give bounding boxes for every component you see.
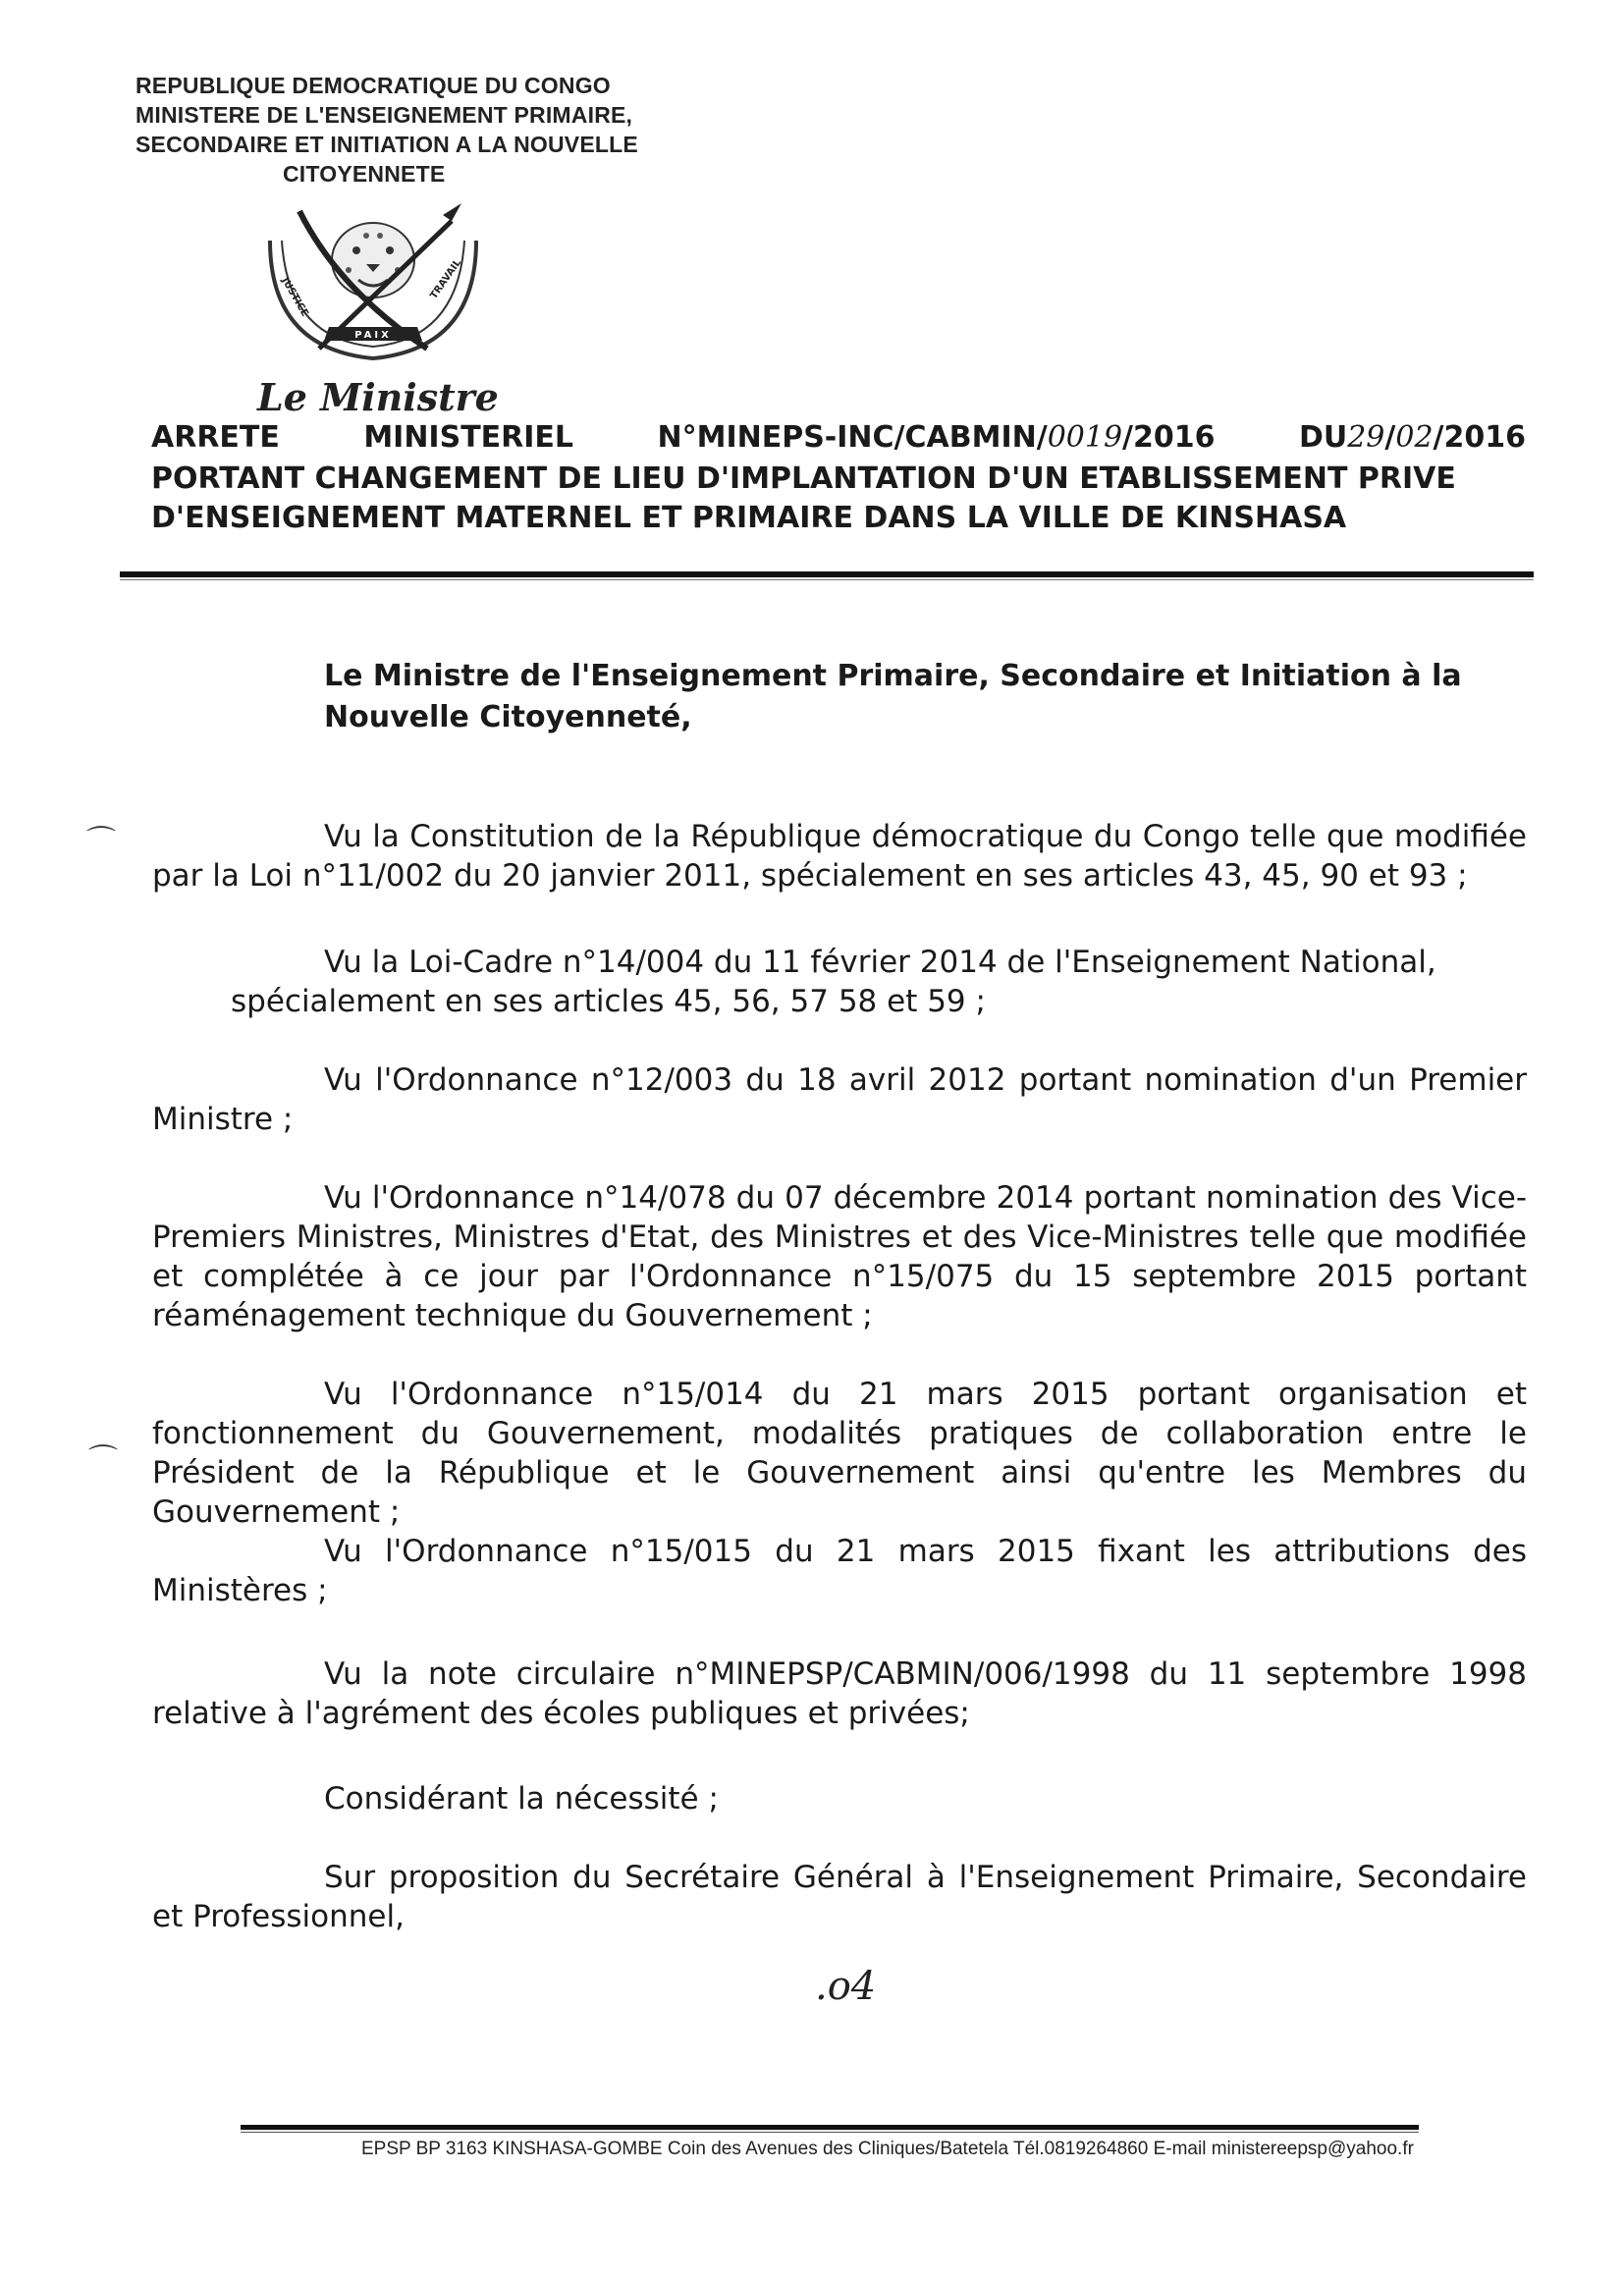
recital-loi-cadre: Vu la Loi-Cadre n°14/004 du 11 février 2014 de l'Enseignement National,	[324, 945, 1436, 980]
letterhead-ministry-2: SECONDAIRE ET INITIATION A LA NOUVELLE	[135, 132, 638, 157]
decree-date: DU29/02/2016	[1298, 420, 1526, 455]
letterhead-country: REPUBLIQUE DEMOCRATIQUE DU CONGO	[135, 73, 611, 98]
recital-considerant: Considérant la nécessité ;	[324, 1781, 719, 1817]
motto-center-text: PAIX	[354, 330, 392, 341]
recital-ordonnance-15-015: Vu l'Ordonnance n°15/015 du 21 mars 2015 fixant les attributions des Ministères ;	[152, 1534, 1527, 1608]
footer-address: EPSP BP 3163 KINSHASA-GOMBE Coin des Avenues des Cliniques/Batetela Tél.0819264860 E-mail ministereepsp@yahoo.fr	[361, 2139, 1414, 2159]
leopard-head-icon	[332, 223, 414, 298]
title-word-ministeriel: MINISTERIEL	[363, 420, 574, 455]
letterhead	[135, 71, 744, 189]
title-divider	[120, 571, 1534, 577]
recital-constitution: Vu la Constitution de la République démocratique du Congo telle que modifiée par la Loi n°11/002 du 20 janvier 2011, spécialement en ses articles 43, 45, 90 et 93 ;	[152, 819, 1527, 894]
decree-title-line-2: PORTANT CHANGEMENT DE LIEU D'IMPLANTATION D'UN ETABLISSEMENT PRIVE	[151, 461, 1456, 496]
recital-note-circulaire: Vu la note circulaire n°MINEPSP/CABMIN/006/1998 du 11 septembre 1998 relative à l'agrément des écoles publiques et privées;	[152, 1656, 1527, 1731]
decree-number: N°MINEPS-INC/CABMIN/0019/2016	[657, 420, 1216, 455]
recital-ordonnance-14-078: Vu l'Ordonnance n°14/078 du 07 décembre 2014 portant nomination des Vice-Premiers Ministres, Ministres d'Etat, des Ministres et des Vice-Ministres telle que modifiée et complétée à ce jour par l'Ordonnance n°15/075 du 15 septembre 2015 portant réaménagement technique du Gouvernement ;	[152, 1180, 1527, 1333]
minister-heading: Le Ministre	[257, 375, 499, 419]
recital-loi-cadre-cont: spécialement en ses articles 45, 56, 57 58 et 59 ;	[231, 984, 986, 1019]
motto-left-text: JUSTICE	[279, 276, 310, 319]
motto-right-text: TRAVAIL	[428, 257, 464, 301]
handwritten-number: 0019	[1047, 420, 1123, 455]
recital-ordonnance-12-003: Vu l'Ordonnance n°12/003 du 18 avril 2012 portant nomination d'un Premier Ministre ;	[152, 1062, 1527, 1137]
handwritten-day: 29	[1347, 420, 1385, 455]
recital-ordonnance-15-014: Vu l'Ordonnance n°15/014 du 21 mars 2015 portant organisation et fonctionnement du Gouvernement, modalités pratiques de collaboration entre le Président de la République et le Gouvernement ainsi qu'entre les Membres du Gouvernement ;	[152, 1377, 1527, 1530]
margin-mark: ⌒	[88, 1443, 118, 1478]
recital-proposition: Sur proposition du Secrétaire Général à l'Enseignement Primaire, Secondaire et Professionnel,	[152, 1860, 1527, 1934]
letterhead-ministry-1: MINISTERE DE L'ENSEIGNEMENT PRIMAIRE,	[135, 102, 633, 128]
decree-title-line-3: D'ENSEIGNEMENT MATERNEL ET PRIMAIRE DANS LA VILLE DE KINSHASA	[151, 501, 1347, 535]
decree-title-line-1	[151, 420, 1526, 455]
minister-intro: Le Ministre de l'Enseignement Primaire, Secondaire et Initiation à la Nouvelle Citoyenneté,	[324, 659, 1462, 734]
letterhead-ministry-3: CITOYENNETE	[283, 161, 446, 187]
margin-mark: ⌒	[86, 825, 116, 859]
footer-divider	[241, 2125, 1419, 2130]
title-divider-thin	[120, 579, 1534, 580]
title-word-arrete: ARRETE	[151, 420, 280, 455]
handwritten-month: 02	[1395, 420, 1434, 455]
footer-divider-thin	[241, 2132, 1419, 2133]
handwritten-initials: .o4	[815, 1964, 877, 2009]
coat-of-arms-emblem	[260, 201, 486, 373]
